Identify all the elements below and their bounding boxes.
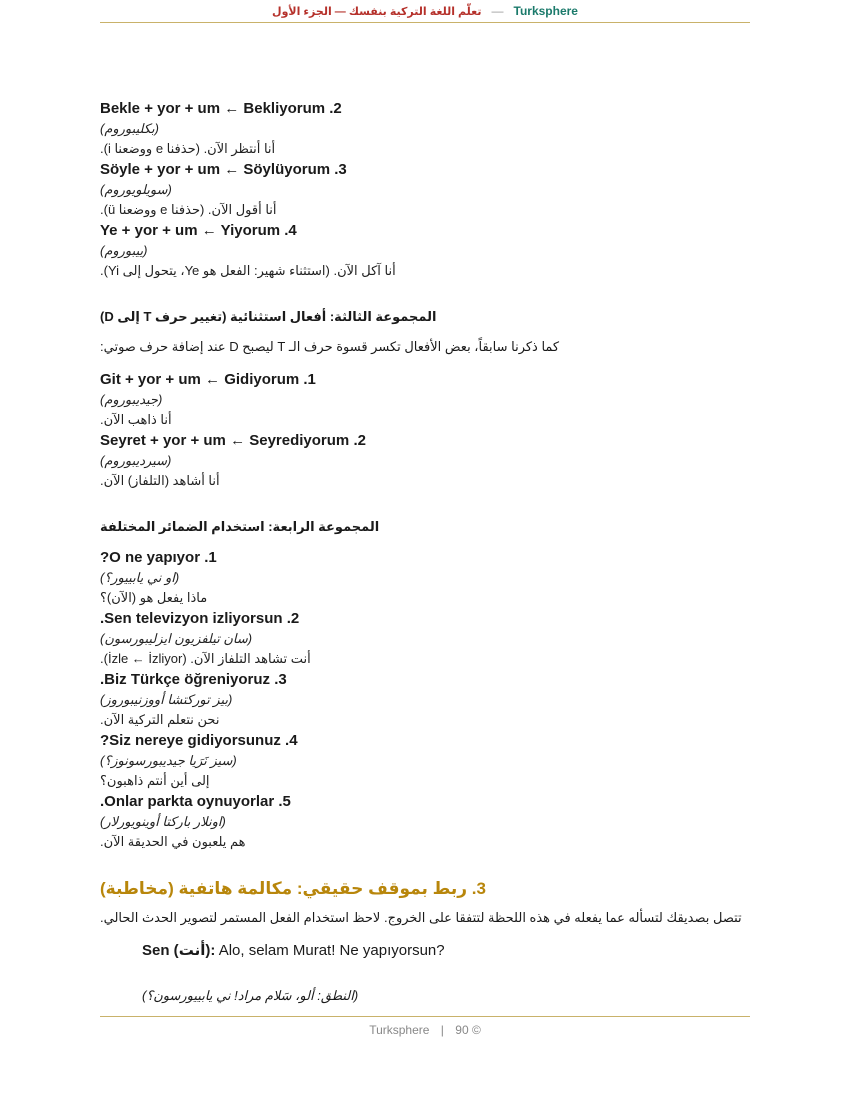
example-pronunciation: (سويلويوروم) (100, 182, 172, 197)
example-meaning: أنا أقول الآن. (حذفنا e ووضعنا ü). (100, 202, 277, 217)
dialog-line (100, 940, 750, 962)
example-pronunciation: (ييبوروم) (100, 243, 148, 258)
book-title: تعلّم اللغة التركية بنفسك — الجزء الأول (272, 5, 482, 18)
example-pronunciation: (جيديبوروم) (100, 392, 163, 407)
page-footer (100, 1016, 750, 1037)
group4-heading: المجموعة الرابعة: استخدام الضمائر المختلفة (100, 519, 380, 534)
example-pronunciation: (سيز نَرَيا جيديبورسونوز؟) (100, 753, 237, 768)
example-meaning: أنا أشاهد (التلفاز) الآن. (100, 473, 220, 488)
example-meaning: هم يلعبون في الحديقة الآن. (100, 834, 246, 849)
example-group4-3 (100, 669, 750, 730)
header-brand: Turksphere (513, 4, 578, 18)
example-turkish: Söyle + yor + um ← Söylüyorum .3 (100, 161, 347, 178)
example-group3-2 (100, 430, 750, 491)
example-meaning: نحن نتعلم التركية الآن. (100, 712, 220, 727)
example-group3-1 (100, 369, 750, 430)
example-group2-4 (100, 220, 750, 281)
example-pronunciation: (سيرديبوروم) (100, 453, 172, 468)
example-group4-5 (100, 791, 750, 852)
section3-intro: تتصل بصديقك لتسأله عما يفعله في هذه اللحظة لتتفقا على الخروج. لاحظ استخدام الفعل المستمر لتصوير الحدث الحالي. (100, 910, 742, 925)
example-meaning: ماذا يفعل هو (الآن)؟ (100, 590, 208, 605)
example-turkish: .Biz Türkçe öğreniyoruz .3 (100, 671, 287, 688)
example-group2-3 (100, 159, 750, 220)
header-separator: — (491, 4, 504, 18)
dialog-text: Alo, selam Murat! Ne yapıyorsun? (218, 942, 445, 959)
page-content (100, 98, 750, 1006)
footer-brand: Turksphere (369, 1023, 430, 1037)
footer-separator: | (440, 1023, 444, 1037)
page-header (100, 0, 750, 23)
example-turkish: Ye + yor + um ← Yiyorum .4 (100, 222, 297, 239)
example-meaning: أنا ذاهب الآن. (100, 412, 172, 427)
dialog-speaker: Sen (أنت): (142, 942, 216, 959)
example-turkish: ?Siz nereye gidiyorsunuz .4 (100, 732, 298, 749)
example-meaning: أنا آكل الآن. (استثناء شهير: الفعل هو Ye، يتحول إلى Yi). (100, 263, 396, 278)
example-pronunciation: (بيز توركتشا أووزنيبوروز) (100, 692, 233, 707)
example-pronunciation: (سان تيلفزيون ايزليبورسون) (100, 631, 253, 646)
example-group2-2 (100, 98, 750, 159)
group3-heading: المجموعة الثالثة: أفعال استثنائية (تغيير حرف T إلى D) (100, 309, 437, 324)
example-turkish: Git + yor + um ← Gidiyorum .1 (100, 371, 316, 388)
page-number: 90 © (455, 1023, 481, 1037)
example-pronunciation: (او ني يابييور؟) (100, 570, 180, 585)
example-group4-1 (100, 547, 750, 608)
group3-intro: كما ذكرنا سابقاً، بعض الأفعال تكسر قسوة حرف الـ T ليصبح D عند إضافة حرف صوتي: (100, 339, 560, 354)
example-turkish: Bekle + yor + um ← Bekliyorum .2 (100, 100, 342, 117)
section3-title: 3. ربط بموقف حقيقي: مكالمة هاتفية (مخاطبة) (100, 879, 486, 898)
example-turkish: .Sen televizyon izliyorsun .2 (100, 610, 300, 627)
example-meaning: أنت تشاهد التلفاز الآن. (İzle ← İzliyor). (100, 651, 311, 666)
example-turkish: ?O ne yapıyor .1 (100, 549, 217, 566)
example-group4-2 (100, 608, 750, 669)
example-meaning: إلى أين أنتم ذاهبون؟ (100, 773, 210, 788)
example-turkish: Seyret + yor + um ← Seyrediyorum .2 (100, 432, 366, 449)
example-meaning: أنا أنتظر الآن. (حذفنا e ووضعنا i). (100, 141, 276, 156)
example-pronunciation: (بكليبوروم) (100, 121, 159, 136)
dialog-pronunciation: (النطق: ألو، سَلام مراد! ني يابييورسون؟) (142, 988, 359, 1003)
example-group4-4 (100, 730, 750, 791)
example-turkish: .Onlar parkta oynuyorlar .5 (100, 793, 291, 810)
example-pronunciation: (اونلار باركتا أوينويورلار) (100, 814, 226, 829)
